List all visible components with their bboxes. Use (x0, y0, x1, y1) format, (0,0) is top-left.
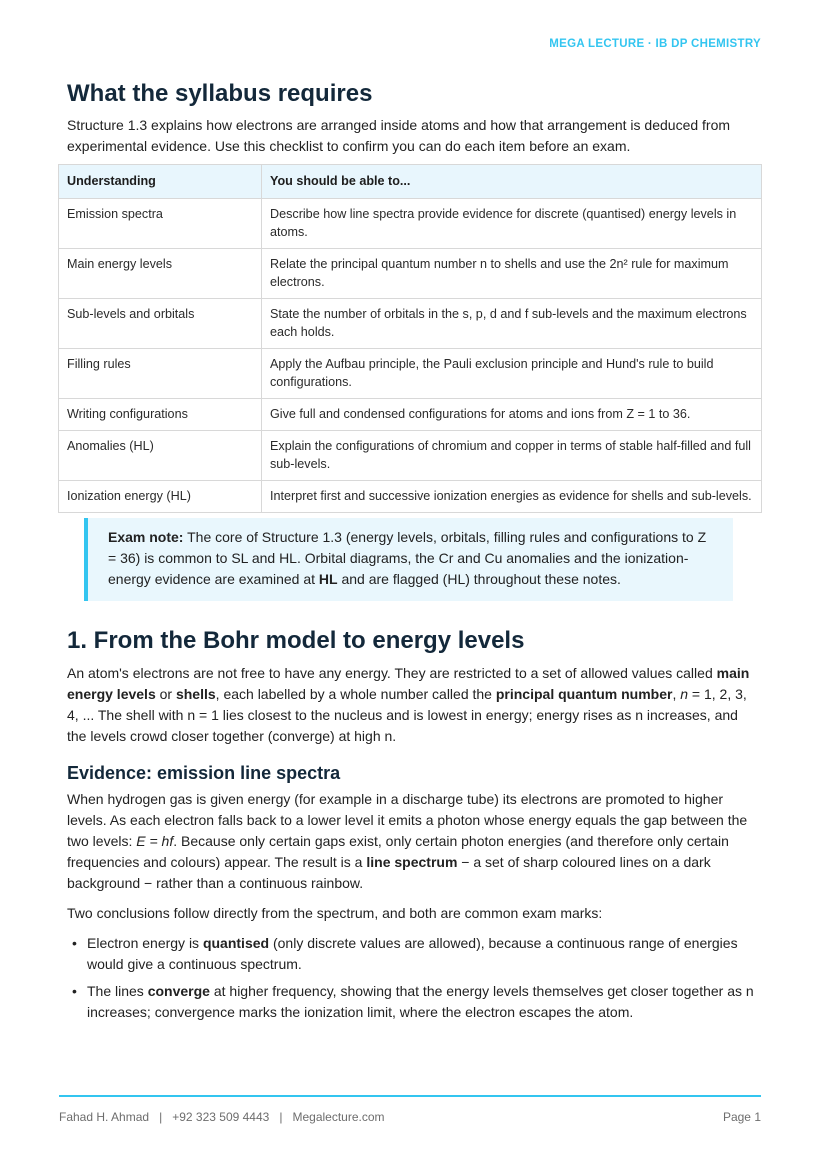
table-cell-topic: Anomalies (HL) (59, 431, 262, 481)
syllabus-title: What the syllabus requires (67, 80, 373, 107)
table-header-able-to: You should be able to... (262, 165, 762, 199)
table-cell-topic: Main energy levels (59, 249, 262, 299)
evidence-paragraph: When hydrogen gas is given energy (for example in a discharge tube) its electrons are promoted to higher levels. As each electron falls back to a lower level it emits a photon whose energy equals the gap between the two levels: E = hf. Because only certain gaps exist, only certain photon energies (and therefore only certain frequencies and colours) appear. The result is a line spectrum − a set of sharp coloured lines on a dark background − rather than a continuous rainbow. (67, 791, 748, 891)
footer-separator: | (159, 1110, 163, 1124)
page-content (67, 78, 761, 1029)
list-item: • The lines converge at higher frequency, showing that the energy levels themselves get closer together as n increases; convergence marks the ionization limit, where the electron escapes the atom. (72, 983, 754, 1020)
table-cell-topic: Filling rules (59, 349, 262, 399)
table-row (59, 249, 762, 299)
footer-separator: | (279, 1110, 283, 1124)
table-cell-skill: Interpret first and successive ionization energies as evidence for shells and sub-levels. (262, 481, 762, 513)
section-1-title: 1. From the Bohr model to energy levels (67, 627, 525, 654)
table-cell-skill: Explain the configurations of chromium and copper in terms of stable half-filled and full sub-levels. (262, 431, 762, 481)
table-row (59, 481, 762, 513)
exam-note-text-end: and are flagged (HL) throughout these notes. (337, 571, 621, 587)
table-header-row (59, 165, 762, 199)
footer-author: Fahad H. Ahmad (59, 1110, 150, 1124)
footer-phone: +92 323 509 4443 (172, 1110, 270, 1124)
syllabus-intro: Structure 1.3 explains how electrons are arranged inside atoms and how that arrangement is deduced from experimental evidence. Use this checklist to confirm you can do each item before an exam. (67, 117, 731, 154)
exam-note-callout (84, 518, 733, 601)
header-tag: MEGA LECTURE · IB DP CHEMISTRY (549, 38, 761, 50)
table-row (59, 399, 762, 431)
table-row (59, 199, 762, 249)
table-cell-topic: Emission spectra (59, 199, 262, 249)
table-cell-topic: Sub-levels and orbitals (59, 299, 262, 349)
table-cell-skill: Apply the Aufbau principle, the Pauli exclusion principle and Hund's rule to build configurations. (262, 349, 762, 399)
conclusions-list (67, 933, 761, 1023)
table-cell-skill: Give full and condensed configurations for atoms and ions from Z = 1 to 36. (262, 399, 762, 431)
bullet-icon: • (72, 983, 77, 999)
table-row (59, 431, 762, 481)
page-footer (59, 1095, 761, 1126)
table-header-understanding: Understanding (59, 165, 262, 199)
page-number: Page 1 (722, 1110, 761, 1124)
evidence-heading: Evidence: emission line spectra (67, 763, 341, 783)
list-item: • Electron energy is quantised (only discrete values are allowed), because a continuous range of energies would give a continuous spectrum. (72, 935, 738, 972)
table-cell-skill: Describe how line spectra provide evidence for discrete (quantised) energy levels in atoms. (262, 199, 762, 249)
table-cell-skill: Relate the principal quantum number n to shells and use the 2n² rule for maximum electrons. (262, 249, 762, 299)
table-cell-topic: Writing configurations (59, 399, 262, 431)
syllabus-table (58, 164, 762, 513)
section-1-paragraph: An atom's electrons are not free to have any energy. They are restricted to a set of allowed values called main energy levels or shells, each labelled by a whole number called the principal quantum number, n = 1, 2, 3, 4, ... The shell with n = 1 lies closest to the nucleus and is lowest in energy; energy rises as n increases, and the levels crowd closer together (converge) at high n. (67, 665, 750, 744)
table-cell-skill: State the number of orbitals in the s, p, d and f sub-levels and the maximum electrons each holds. (262, 299, 762, 349)
exam-note-text: The core of Structure 1.3 (energy levels, orbitals, filling rules and configurations to Z = 36) is common to SL and HL. Orbital diagrams, the Cr and Cu anomalies and the ionization-energy evidence are examined at (108, 529, 707, 587)
conclusions-intro: Two conclusions follow directly from the spectrum, and both are common exam marks: (67, 905, 603, 921)
footer-website: Megalecture.com (292, 1110, 385, 1124)
bullet-icon: • (72, 935, 77, 951)
exam-note-label: Exam note: (108, 529, 184, 545)
table-cell-topic: Ionization energy (HL) (59, 481, 262, 513)
table-row (59, 299, 762, 349)
exam-note-hl: HL (318, 571, 338, 587)
table-row (59, 349, 762, 399)
